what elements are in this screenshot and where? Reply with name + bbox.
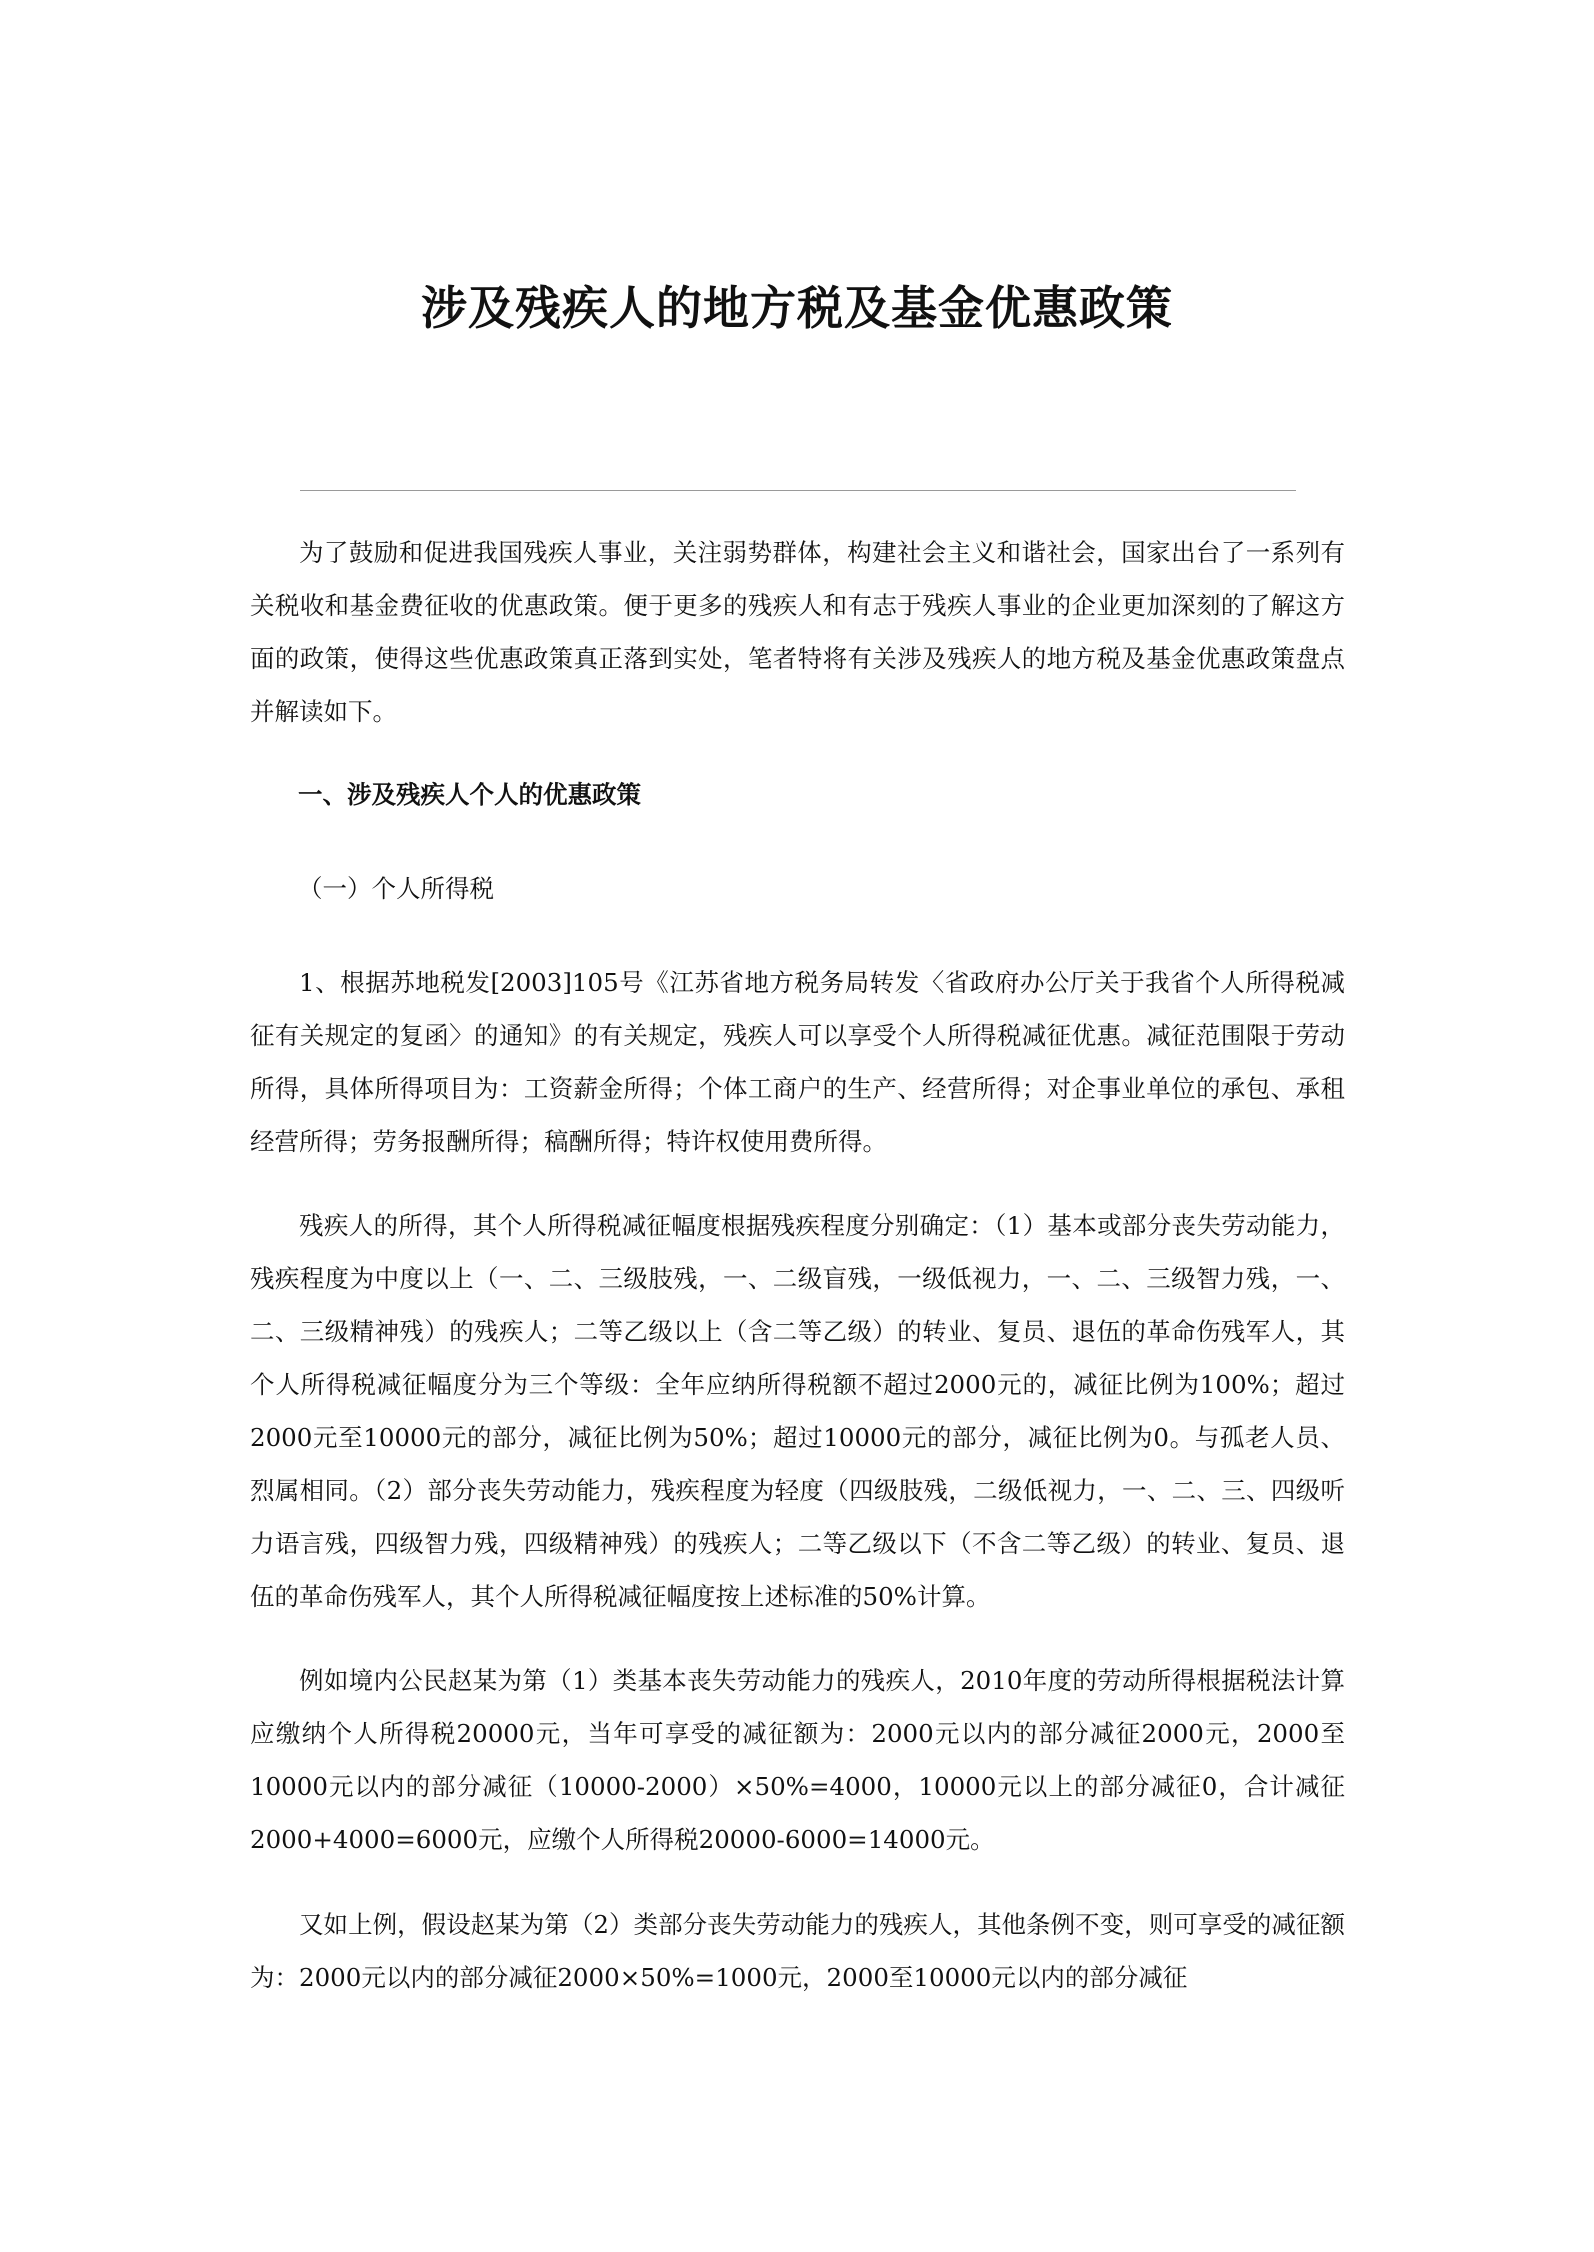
paragraph-reduction-rates: 残疾人的所得，其个人所得税减征幅度根据残疾程度分别确定：（1）基本或部分丧失劳动能力，残疾程度为中度以上（一、二、三级肢残，一、二级盲残，一级低视力，一、二、三级智力残，一、二、三级精神残）的残疾人；二等乙级以上（含二等乙级）的转业、复员、退伍的革命伤残军人，其个人所得税减征幅度分为三个等级：全年应纳所得税额不超过2000元的，减征比例为100%；超过2000元至10000元的部分，减征比例为50%；超过10000元的部分，减征比例为0。与孤老人员、烈属相同。（2）部分丧失劳动能力，残疾程度为轻度（四级肢残，二级低视力，一、二、三、四级听力语言残，四级智力残，四级精神残）的残疾人；二等乙级以下（不含二等乙级）的转业、复员、退伍的革命伤残军人，其个人所得税减征幅度按上述标准的50%计算。 — [250, 1211, 1345, 1611]
paragraph-example-1: 例如境内公民赵某为第（1）类基本丧失劳动能力的残疾人，2010年度的劳动所得根据税法计算应缴纳个人所得税20000元，当年可享受的减征额为：2000元以内的部分减征2000元，2000至10000元以内的部分减征（10000-2000）×50%=4000，10000元以上的部分减征0，合计减征2000+4000=6000元，应缴个人所得税20000-6000=14000元。 — [250, 1666, 1345, 1854]
subsection-heading-income-tax: （一）个人所得税 — [298, 874, 494, 903]
paragraph-example-2: 又如上例，假设赵某为第（2）类部分丧失劳动能力的残疾人，其他条例不变，则可享受的减征额为：2000元以内的部分减征2000×50%=1000元，2000至10000元以内的部分减征 — [250, 1910, 1345, 1992]
intro-paragraph: 为了鼓励和促进我国残疾人事业，关注弱势群体，构建社会主义和谐社会，国家出台了一系列有关税收和基金费征收的优惠政策。便于更多的残疾人和有志于残疾人事业的企业更加深刻的了解这方面的政策，使得这些优惠政策真正落到实处，笔者特将有关涉及残疾人的地方税及基金优惠政策盘点并解读如下。 — [250, 538, 1345, 726]
paragraph-regulation: 1、根据苏地税发[2003]105号《江苏省地方税务局转发〈省政府办公厅关于我省个人所得税减征有关规定的复函〉的通知》的有关规定，残疾人可以享受个人所得税减征优惠。减征范围限于劳动所得，具体所得项目为：工资薪金所得；个体工商户的生产、经营所得；对企事业单位的承包、承租经营所得；劳务报酬所得；稿酬所得；特许权使用费所得。 — [250, 968, 1345, 1156]
section-heading-individual-policies: 一、涉及残疾人个人的优惠政策 — [298, 780, 641, 809]
title-divider — [300, 490, 1296, 491]
document-title: 涉及残疾人的地方税及基金优惠政策 — [421, 281, 1173, 335]
